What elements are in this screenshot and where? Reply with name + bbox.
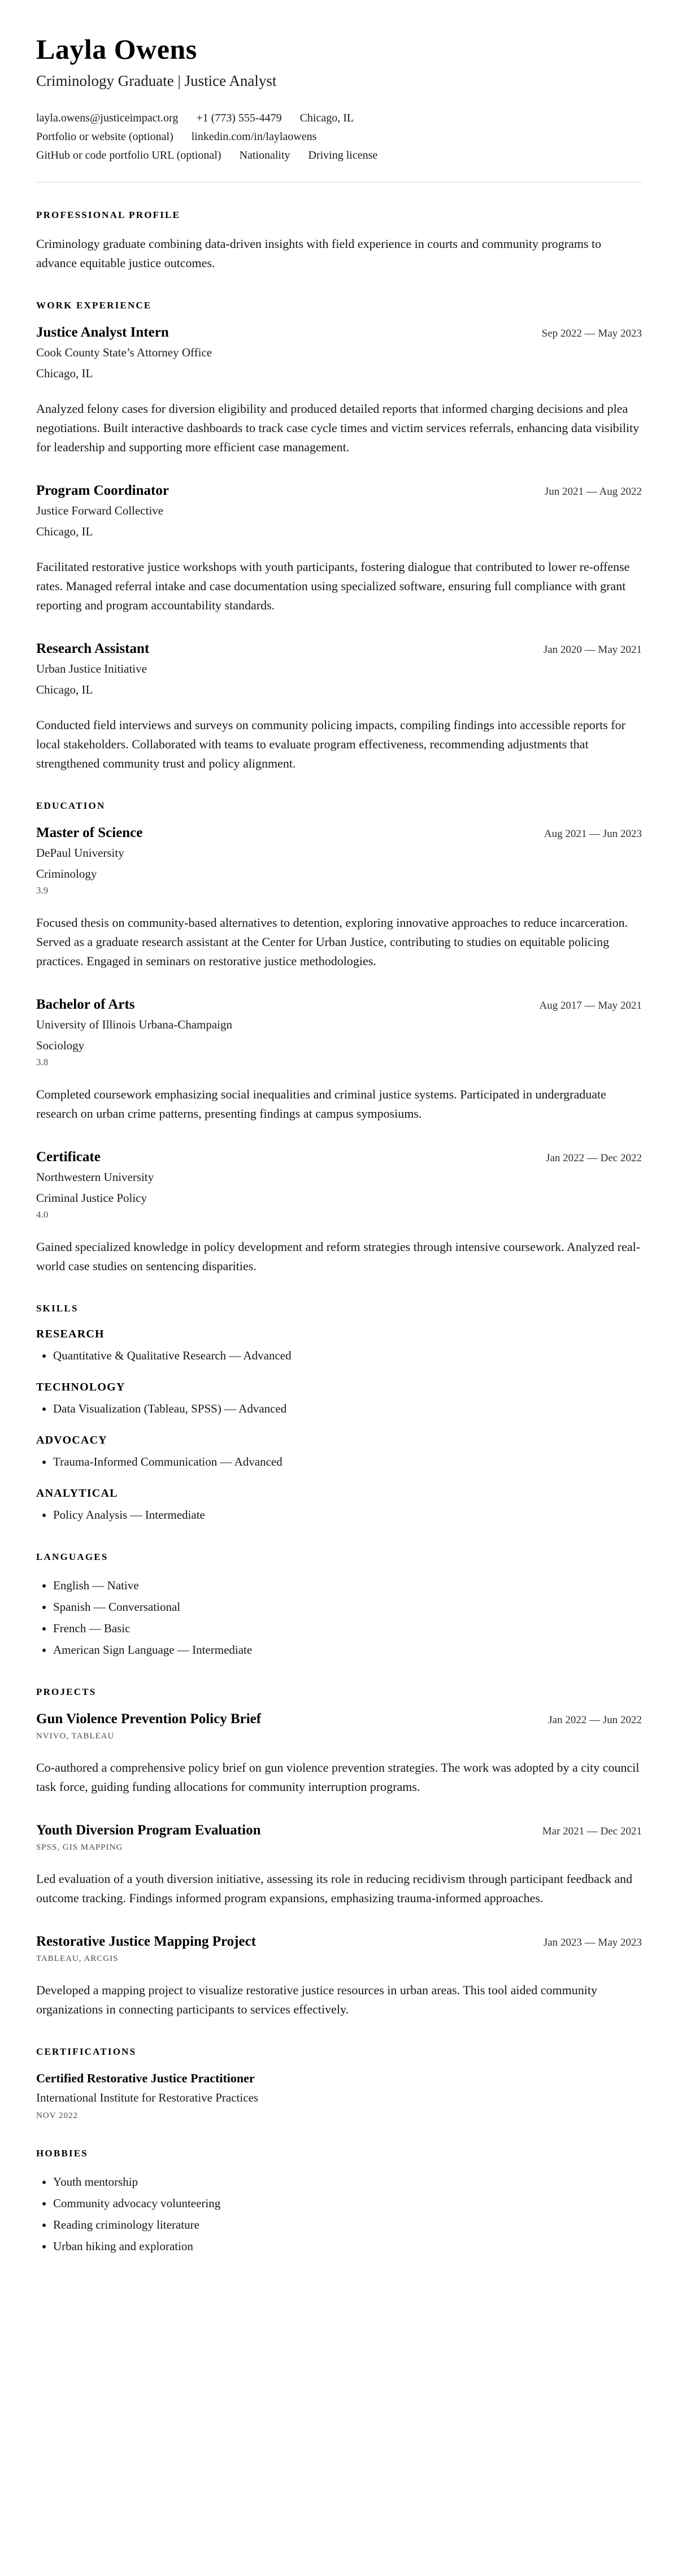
project-tags: NVIVO, TABLEAU bbox=[36, 1732, 115, 1741]
education-entry bbox=[36, 825, 642, 971]
edu-gpa: 3.9 bbox=[36, 885, 49, 896]
project-entry bbox=[36, 1823, 642, 1908]
job-description: Conducted field interviews and surveys on community policing impacts, compiling findings into accessible reports for local stakeholders. Collaborated with teams to evaluate program effectiveness, recommending adjustments that strengthened community trust and policy alignment. bbox=[36, 718, 625, 770]
contact-row-1 bbox=[36, 109, 642, 128]
job-title: Justice Analyst Intern bbox=[36, 325, 169, 340]
edu-field: Criminal Justice Policy bbox=[36, 1191, 147, 1205]
skill-item: • Policy Analysis — Intermediate bbox=[53, 1506, 642, 1524]
skill-list bbox=[36, 1453, 642, 1471]
skill-group-label: ADVOCACY bbox=[36, 1434, 107, 1446]
work-entry-head bbox=[36, 483, 642, 499]
edu-field: Criminology bbox=[36, 867, 97, 881]
project-entry-head bbox=[36, 1934, 642, 1950]
contact-driving-license-placeholder: Driving license bbox=[308, 149, 378, 162]
project-entry bbox=[36, 1711, 642, 1797]
job-description: Facilitated restorative justice workshops with youth participants, fostering dialogue that contributed to lower re-offense rates. Managed referral intake and case documentation using specialized software, ensuring full compliance with grant reporting and program accountability standards. bbox=[36, 560, 630, 612]
job-location: Chicago, IL bbox=[36, 367, 93, 380]
project-entry-head bbox=[36, 1823, 642, 1838]
project-tags: SPSS, GIS MAPPING bbox=[36, 1843, 123, 1852]
job-dates: Jan 2020 — May 2021 bbox=[543, 644, 642, 656]
section-heading-skills: SKILLS bbox=[36, 1303, 79, 1314]
education-entry-head bbox=[36, 997, 642, 1013]
hobby-list bbox=[36, 2173, 642, 2256]
skill-item: • Trauma-Informed Communication — Advanced bbox=[53, 1453, 642, 1471]
language-list bbox=[36, 1576, 642, 1659]
skill-list bbox=[36, 1346, 642, 1365]
work-entry bbox=[36, 483, 642, 615]
project-tags: TABLEAU, ARCGIS bbox=[36, 1954, 119, 1963]
project-description: Developed a mapping project to visualize restorative justice resources in urban areas. This tool aided community organizations in connecting participants to services effectively. bbox=[36, 1983, 597, 2016]
work-entry bbox=[36, 325, 642, 457]
work-entry bbox=[36, 641, 642, 773]
edu-description: Completed coursework emphasizing social inequalities and criminal justice systems. Participated in undergraduate research on urban crime patterns, presenting findings at campus symposiums. bbox=[36, 1087, 606, 1121]
project-description: Co-authored a comprehensive policy brief on gun violence prevention strategies. The work was adopted by a city council task force, guiding funding allocations for community interruption programs. bbox=[36, 1760, 640, 1794]
education-entry bbox=[36, 1149, 642, 1276]
project-title: Gun Violence Prevention Policy Brief bbox=[36, 1711, 262, 1727]
job-dates: Sep 2022 — May 2023 bbox=[541, 328, 642, 339]
section-skills bbox=[36, 1303, 642, 1524]
degree-title: Bachelor of Arts bbox=[36, 997, 135, 1012]
contact-row-2 bbox=[36, 128, 642, 146]
project-entry bbox=[36, 1934, 642, 2019]
hobby-item: • Youth mentorship bbox=[53, 2173, 642, 2191]
section-certifications bbox=[36, 2046, 642, 2121]
edu-description: Gained specialized knowledge in policy development and reform strategies through intensive coursework. Analyzed real-world case studies on sentencing disparities. bbox=[36, 1240, 641, 1273]
edu-school: University of Illinois Urbana-Champaign bbox=[36, 1018, 233, 1031]
education-entry bbox=[36, 997, 642, 1123]
job-company: Cook County State’s Attorney Office bbox=[36, 346, 212, 359]
job-company: Urban Justice Initiative bbox=[36, 662, 147, 675]
section-heading-profile: PROFESSIONAL PROFILE bbox=[36, 210, 181, 220]
job-description: Analyzed felony cases for diversion eligibility and produced detailed reports that informed charging decisions and plea negotiations. Built interactive dashboards to track case cycle times and victim services referrals, enhancing data visibility for leadership and supporting more efficient case management. bbox=[36, 402, 640, 454]
language-item: • French — Basic bbox=[53, 1619, 642, 1638]
contact-website-placeholder: Portfolio or website (optional) bbox=[36, 130, 173, 143]
edu-dates: Aug 2017 — May 2021 bbox=[539, 1000, 642, 1012]
contact-row-3 bbox=[36, 146, 642, 165]
degree-title: Master of Science bbox=[36, 825, 143, 840]
contact-phone: +1 (773) 555-4479 bbox=[196, 112, 282, 124]
work-entry-head bbox=[36, 325, 642, 341]
project-dates: Jan 2023 — May 2023 bbox=[543, 1937, 642, 1949]
project-title: Youth Diversion Program Evaluation bbox=[36, 1823, 261, 1838]
section-heading-work: WORK EXPERIENCE bbox=[36, 300, 152, 311]
skill-list bbox=[36, 1400, 642, 1418]
job-dates: Jun 2021 — Aug 2022 bbox=[544, 486, 642, 498]
skill-group-label: RESEARCH bbox=[36, 1328, 105, 1340]
skill-group-label: ANALYTICAL bbox=[36, 1487, 118, 1500]
skill-group bbox=[36, 1381, 642, 1418]
skill-group-label: TECHNOLOGY bbox=[36, 1381, 125, 1393]
certification-entry bbox=[36, 2071, 642, 2121]
work-entry-head bbox=[36, 641, 642, 657]
hobby-item: • Community advocacy volunteering bbox=[53, 2194, 642, 2213]
job-title: Program Coordinator bbox=[36, 483, 169, 498]
certification-title: Certified Restorative Justice Practitioner bbox=[36, 2071, 255, 2085]
resume-header bbox=[36, 33, 642, 165]
section-education bbox=[36, 800, 642, 1276]
section-heading-languages: LANGUAGES bbox=[36, 1551, 108, 1562]
job-company: Justice Forward Collective bbox=[36, 504, 164, 517]
skill-group bbox=[36, 1328, 642, 1365]
edu-field: Sociology bbox=[36, 1039, 85, 1052]
language-item: • English — Native bbox=[53, 1576, 642, 1595]
section-heading-hobbies: HOBBIES bbox=[36, 2148, 88, 2159]
project-dates: Mar 2021 — Dec 2021 bbox=[542, 1825, 642, 1837]
section-heading-projects: PROJECTS bbox=[36, 1686, 97, 1697]
contact-email: layla.owens@justiceimpact.org bbox=[36, 112, 179, 124]
section-work-experience bbox=[36, 300, 642, 773]
edu-school: Northwestern University bbox=[36, 1170, 154, 1184]
education-entry-head bbox=[36, 1149, 642, 1165]
candidate-name: Layla Owens bbox=[36, 33, 197, 65]
edu-gpa: 4.0 bbox=[36, 1209, 49, 1220]
edu-dates: Aug 2021 — Jun 2023 bbox=[544, 828, 642, 840]
project-title: Restorative Justice Mapping Project bbox=[36, 1934, 257, 1949]
skill-group bbox=[36, 1434, 642, 1471]
edu-school: DePaul University bbox=[36, 846, 124, 860]
edu-dates: Jan 2022 — Dec 2022 bbox=[546, 1152, 642, 1164]
contact-nationality-placeholder: Nationality bbox=[239, 149, 290, 162]
project-entry-head bbox=[36, 1711, 642, 1727]
education-entry-head bbox=[36, 825, 642, 841]
certification-date: NOV 2022 bbox=[36, 2111, 78, 2120]
edu-description: Focused thesis on community-based alternatives to detention, exploring innovative approaches to reduce incarceration. Served as a graduate research assistant at the Center for Urban Justice, contributing to studies on equitable policing practices. Engaged in seminars on restorative justice methodologies. bbox=[36, 916, 628, 968]
hobby-item: • Reading criminology literature bbox=[53, 2216, 642, 2234]
section-projects bbox=[36, 1686, 642, 2019]
job-location: Chicago, IL bbox=[36, 525, 93, 538]
language-item: • Spanish — Conversational bbox=[53, 1598, 642, 1616]
section-heading-education: EDUCATION bbox=[36, 800, 106, 811]
degree-title: Certificate bbox=[36, 1149, 101, 1165]
contact-github-placeholder: GitHub or code portfolio URL (optional) bbox=[36, 149, 221, 162]
section-hobbies bbox=[36, 2148, 642, 2256]
job-location: Chicago, IL bbox=[36, 683, 93, 696]
project-dates: Jan 2022 — Jun 2022 bbox=[548, 1714, 642, 1726]
candidate-title: Criminology Graduate | Justice Analyst bbox=[36, 72, 277, 89]
language-item: • American Sign Language — Intermediate bbox=[53, 1641, 642, 1659]
contact-location: Chicago, IL bbox=[299, 112, 354, 124]
skill-list bbox=[36, 1506, 642, 1524]
section-professional-profile bbox=[36, 210, 642, 273]
skill-item: • Data Visualization (Tableau, SPSS) — Advanced bbox=[53, 1400, 642, 1418]
project-description: Led evaluation of a youth diversion initiative, assessing its role in reducing recidivism through participant feedback and outcome tracking. Findings informed program expansions, emphasizing trauma-informed approaches. bbox=[36, 1872, 633, 1905]
profile-text: Criminology graduate combining data-driven insights with field experience in courts and community programs to advance equitable justice outcomes. bbox=[36, 237, 602, 270]
section-heading-certifications: CERTIFICATIONS bbox=[36, 2046, 137, 2057]
job-title: Research Assistant bbox=[36, 641, 150, 656]
skill-item: • Quantitative & Qualitative Research — Advanced bbox=[53, 1346, 642, 1365]
edu-gpa: 3.8 bbox=[36, 1057, 49, 1067]
skill-group bbox=[36, 1487, 642, 1524]
section-languages bbox=[36, 1551, 642, 1659]
certification-issuer: International Institute for Restorative Practices bbox=[36, 2091, 259, 2104]
contact-linkedin: linkedin.com/in/laylaowens bbox=[191, 130, 317, 143]
hobby-item: • Urban hiking and exploration bbox=[53, 2237, 642, 2256]
